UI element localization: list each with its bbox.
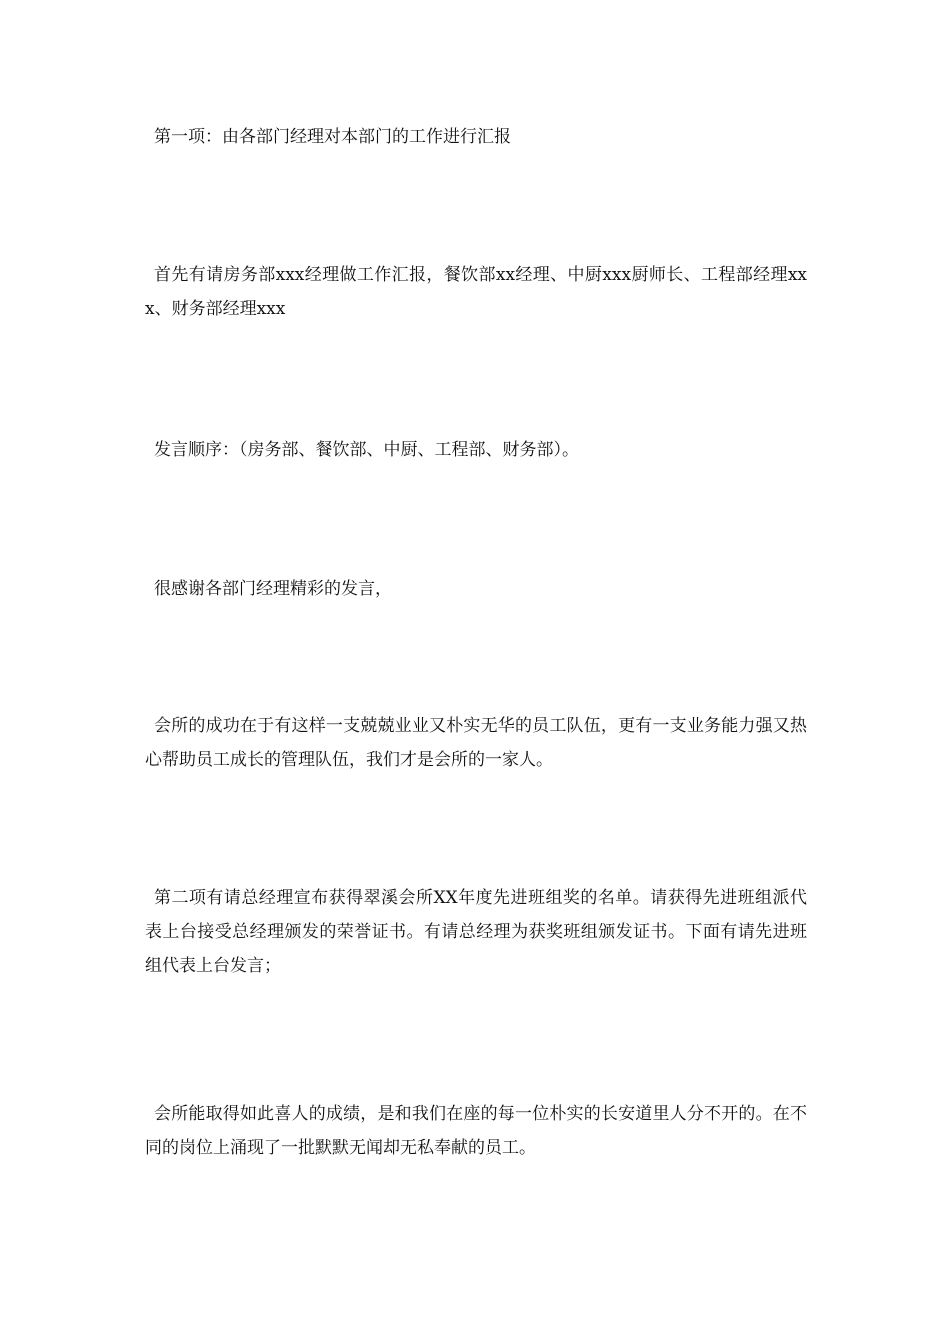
paragraph-report-speakers: 首先有请房务部xxx经理做工作汇报，餐饮部xx经理、中厨xxx厨师长、工程部经理xxx、财务部经理xxx xyxy=(145,265,807,319)
paragraph-team-success: 会所的成功在于有这样一支兢兢业业又朴实无华的员工队伍，更有一支业务能力强又热心帮助员工成长的管理队伍，我们才是会所的一家人。 xyxy=(145,716,807,770)
paragraph-agenda-item-one: 第一项：由各部门经理对本部门的工作进行汇报 xyxy=(154,127,511,147)
paragraph-speaking-order: 发言顺序：（房务部、餐饮部、中厨、工程部、财务部）。 xyxy=(154,440,579,460)
paragraph-thanks: 很感谢各部门经理精彩的发言， xyxy=(154,579,392,599)
paragraph-agenda-item-two: 第二项有请总经理宣布获得翠溪会所XX年度先进班组奖的名单。请获得先进班组派代表上台接受总经理颁发的荣誉证书。有请总经理为获奖班组颁发证书。下面有请先进班组代表上台发言； xyxy=(145,888,807,976)
paragraph-achievements: 会所能取得如此喜人的成绩，是和我们在座的每一位朴实的长安道里人分不开的。在不同的岗位上涌现了一批默默无闻却无私奉献的员工。 xyxy=(145,1104,807,1158)
